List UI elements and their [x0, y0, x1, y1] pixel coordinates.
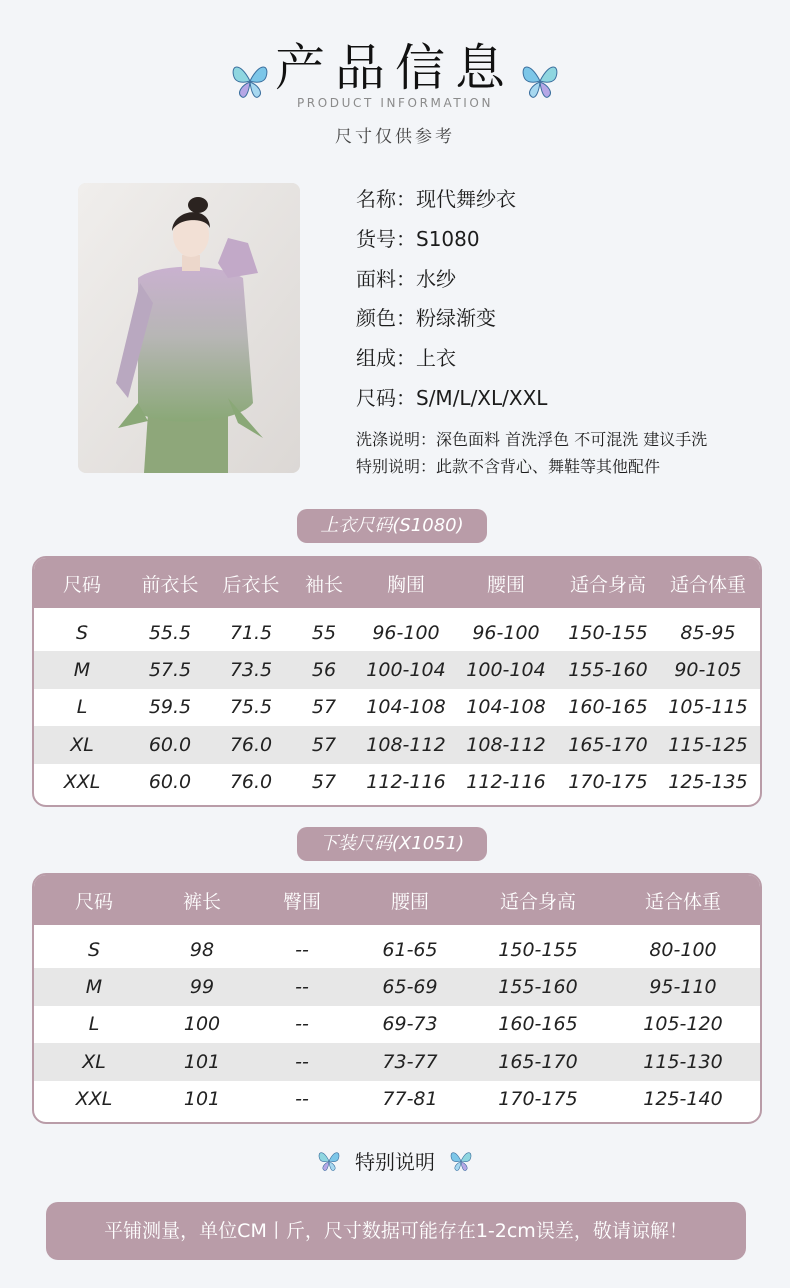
table-cell: 57	[311, 696, 337, 719]
table-cell: 108-112	[466, 733, 546, 756]
table-row	[34, 1081, 760, 1118]
table-cell: XXL	[63, 771, 101, 794]
info-row-sizes: 尺码：S/M/L/XL/XXL	[356, 385, 548, 410]
info-row-color: 颜色：粉绿渐变	[356, 306, 496, 331]
table-header	[34, 558, 760, 608]
table-cell: --	[295, 1088, 309, 1111]
table-cell: 155-160	[568, 659, 648, 682]
table-cell: 160-165	[568, 696, 648, 719]
table-cell: 75.5	[229, 696, 273, 719]
table-cell: 80-100	[649, 938, 717, 961]
table-cell: 160-165	[498, 1013, 578, 1036]
page-title: 产品信息	[275, 39, 515, 97]
product-photo	[78, 183, 300, 473]
table-cell: 59.5	[148, 696, 192, 719]
top-table-title: 上衣尺码(S1080)	[297, 509, 487, 543]
table-cell: 65-69	[382, 976, 438, 999]
table-row	[34, 1043, 760, 1080]
special-section	[0, 1146, 790, 1179]
measurement-disclaimer: 平铺测量，单位CM丨斤，尺寸数据可能存在1-2cm误差，敬请谅解！	[46, 1202, 746, 1260]
table-cell: 95-110	[649, 976, 717, 999]
column-header: 袖长	[304, 573, 343, 596]
page-subtitle: PRODUCT INFORMATION	[296, 96, 494, 110]
table-cell: 125-135	[668, 771, 748, 794]
table-cell: 57	[311, 771, 337, 794]
table-cell: 155-160	[498, 976, 578, 999]
top-size-table	[32, 556, 762, 807]
table-cell: 104-108	[366, 696, 446, 719]
table-row	[34, 651, 760, 688]
column-header: 适合身高	[499, 890, 576, 913]
column-header: 前衣长	[141, 573, 199, 596]
column-header: 适合体重	[644, 890, 721, 913]
table-cell: 96-100	[472, 621, 540, 644]
table-cell: 98	[189, 938, 215, 961]
table-cell: 57	[311, 733, 337, 756]
table-cell: 108-112	[366, 733, 446, 756]
column-header: 后衣长	[222, 573, 280, 596]
table-cell: 104-108	[466, 696, 546, 719]
column-header: 裤长	[182, 890, 221, 913]
table-body	[34, 608, 760, 805]
table-cell: 125-140	[643, 1088, 723, 1111]
wash-note: 洗涤说明：深色面料 首洗浮色 不可混洗 建议手洗	[356, 430, 708, 449]
table-cell: S	[75, 621, 89, 644]
column-header: 腰围	[390, 890, 429, 913]
column-header: 臀围	[282, 890, 321, 913]
table-cell: 61-65	[382, 938, 438, 961]
special-title: 特别说明	[355, 1150, 435, 1174]
table-cell: 100	[183, 1013, 221, 1036]
table-cell: 99	[189, 976, 215, 999]
butterfly-icon	[317, 1148, 341, 1179]
table-cell: 100-104	[466, 659, 546, 682]
table-cell: 112-116	[466, 771, 546, 794]
table-cell: XL	[70, 733, 94, 756]
table-row	[34, 764, 760, 801]
column-header: 腰围	[486, 573, 525, 596]
table-cell: --	[295, 976, 309, 999]
info-row-fabric: 面料：水纱	[356, 266, 456, 291]
table-cell: M	[73, 659, 91, 682]
table-cell: --	[295, 1013, 309, 1036]
table-cell: 77-81	[382, 1088, 438, 1111]
table-cell: 165-170	[568, 733, 648, 756]
info-row-sku: 货号：S1080	[356, 226, 480, 251]
table-cell: 150-155	[568, 621, 648, 644]
table-row	[34, 614, 760, 651]
table-cell: 73.5	[229, 659, 273, 682]
table-cell: 69-73	[382, 1013, 438, 1036]
butterfly-icon	[449, 1148, 473, 1179]
table-body	[34, 925, 760, 1122]
column-header: 胸围	[386, 573, 425, 596]
table-cell: 76.0	[229, 771, 273, 794]
table-cell: 165-170	[498, 1050, 578, 1073]
table-header	[34, 875, 760, 925]
bottom-table-title: 下装尺码(X1051)	[297, 827, 487, 861]
size-reference-note: 尺寸仅供参考	[335, 127, 455, 147]
table-cell: XXL	[75, 1088, 113, 1111]
table-row	[34, 689, 760, 726]
table-cell: 101	[183, 1050, 221, 1073]
table-cell: --	[295, 938, 309, 961]
table-cell: 57.5	[148, 659, 192, 682]
info-row-composition: 组成：上衣	[356, 346, 456, 371]
table-cell: 55	[311, 621, 337, 644]
table-cell: L	[76, 696, 88, 719]
table-cell: 73-77	[382, 1050, 438, 1073]
table-row	[34, 726, 760, 763]
table-cell: 60.0	[148, 733, 192, 756]
table-cell: 85-95	[680, 621, 736, 644]
table-cell: 170-175	[568, 771, 648, 794]
table-cell: --	[295, 1050, 309, 1073]
table-cell: 90-105	[674, 659, 742, 682]
table-cell: 56	[311, 659, 337, 682]
table-cell: 100-104	[366, 659, 446, 682]
product-info-list	[356, 180, 547, 419]
table-cell: 115-125	[668, 733, 748, 756]
table-row	[34, 931, 760, 968]
table-cell: 170-175	[498, 1088, 578, 1111]
care-notes	[356, 426, 707, 480]
table-cell: L	[88, 1013, 100, 1036]
column-header: 尺码	[74, 890, 113, 913]
column-header: 尺码	[62, 573, 101, 596]
table-cell: 101	[183, 1088, 221, 1111]
table-cell: S	[87, 938, 101, 961]
table-cell: 76.0	[229, 733, 273, 756]
table-row	[34, 1006, 760, 1043]
table-row	[34, 968, 760, 1005]
table-cell: 115-130	[643, 1050, 723, 1073]
table-cell: 60.0	[148, 771, 192, 794]
table-cell: XL	[82, 1050, 106, 1073]
column-header: 适合体重	[669, 573, 746, 596]
special-note: 特别说明：此款不含背心、舞鞋等其他配件	[356, 457, 661, 476]
column-header: 适合身高	[569, 573, 646, 596]
info-row-name: 名称：现代舞纱衣	[356, 187, 516, 211]
table-cell: 105-120	[643, 1013, 723, 1036]
table-cell: 112-116	[366, 771, 446, 794]
header	[0, 28, 790, 103]
table-cell: 71.5	[229, 621, 273, 644]
table-cell: 150-155	[498, 938, 578, 961]
table-cell: 55.5	[148, 621, 192, 644]
table-cell: 96-100	[372, 621, 440, 644]
bottom-size-table	[32, 873, 762, 1124]
table-cell: 105-115	[668, 696, 748, 719]
table-cell: M	[85, 976, 103, 999]
